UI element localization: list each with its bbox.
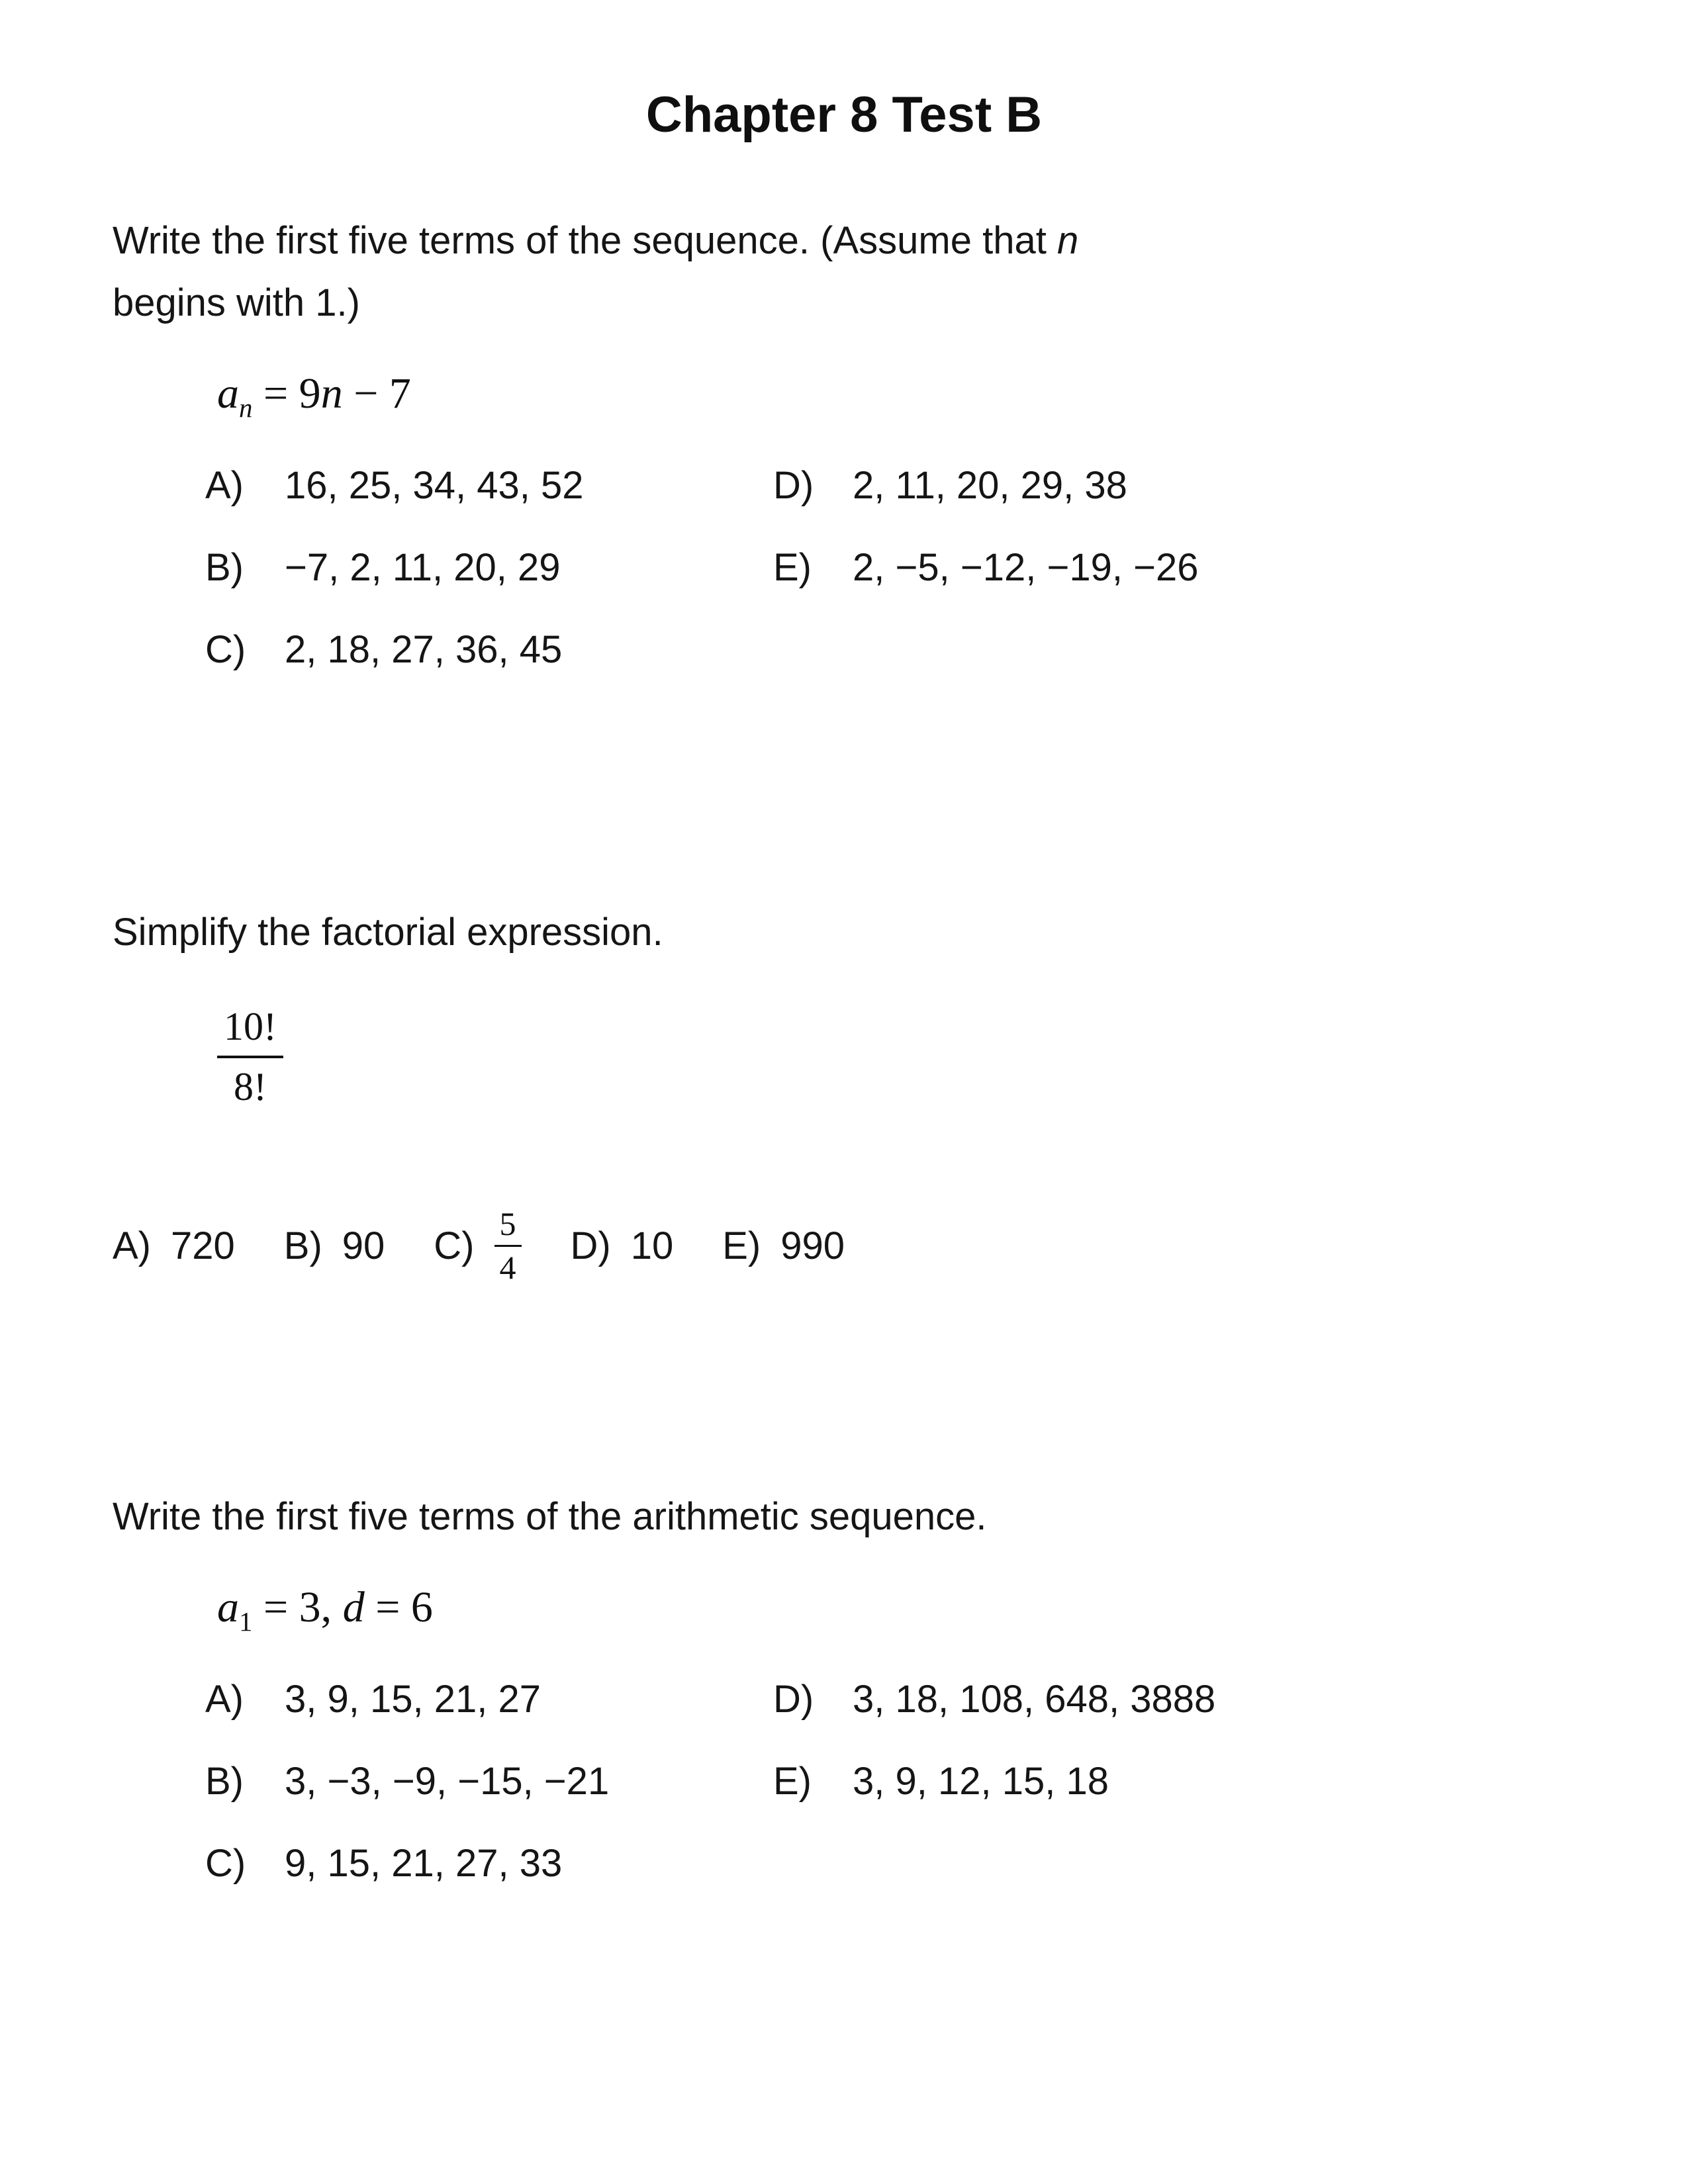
choice-e-text: 3, 9, 12, 15, 18 [853, 1759, 1109, 1803]
choice-c [205, 627, 773, 671]
choice-e-label: E) [773, 1759, 812, 1803]
choice-d-text: 2, 11, 20, 29, 38 [853, 463, 1127, 507]
question-2-expression [217, 1002, 1575, 1112]
choice-b [205, 545, 773, 589]
choice-c [205, 1841, 773, 1885]
choice-d [773, 1677, 1575, 1721]
choice-b-label: B) [205, 1759, 244, 1803]
choice-e [773, 1759, 1575, 1803]
formula-variable-2: d [342, 1582, 365, 1631]
choice-c-fraction [494, 1205, 522, 1287]
choice-c-label: C) [205, 627, 246, 671]
choice-a-label: A) [205, 1677, 244, 1721]
choice-e-text: 2, −5, −12, −19, −26 [853, 545, 1199, 589]
formula-tail: − 7 [342, 369, 411, 418]
question-1-choices-left [205, 463, 773, 713]
formula-variable-2: n [320, 369, 343, 418]
question-1-prompt-variable: n [1056, 219, 1079, 262]
formula-variable: a [217, 369, 239, 418]
choice-b-text: 90 [342, 1224, 385, 1267]
factorial-fraction [217, 1002, 283, 1112]
choice-b-label: B) [283, 1224, 322, 1267]
choice-d-text: 3, 18, 108, 648, 3888 [853, 1677, 1216, 1721]
formula-tail: = 6 [364, 1582, 433, 1631]
formula-equals: = 3, [252, 1582, 343, 1631]
question-2 [113, 901, 1575, 1287]
choice-c-label: C) [205, 1841, 246, 1885]
choice-a-label: A) [113, 1224, 151, 1267]
choice-c-text: 2, 18, 27, 36, 45 [285, 627, 563, 671]
choice-b-text: −7, 2, 11, 20, 29 [285, 545, 561, 589]
formula-subscript: 1 [239, 1607, 253, 1637]
choice-e-label: E) [722, 1224, 761, 1267]
question-1-prompt [113, 210, 1575, 334]
choice-d [571, 1224, 674, 1268]
choice-e-label: E) [773, 545, 812, 589]
formula-variable: a [217, 1582, 239, 1631]
question-1-formula [217, 369, 1575, 424]
question-1-choices [205, 463, 1575, 713]
page-title: Chapter 8 Test B [645, 87, 1043, 143]
choice-a [205, 1677, 773, 1721]
formula-subscript: n [239, 393, 253, 424]
choice-b [205, 1759, 773, 1803]
choice-d-label: D) [773, 463, 814, 507]
question-1-prompt-text: Write the first five terms of the sequence. (Assume that [113, 219, 1047, 262]
choice-d-label: D) [570, 1224, 611, 1267]
choice-c-label: C) [434, 1224, 475, 1267]
choice-d-text: 10 [630, 1224, 674, 1267]
choice-c [434, 1205, 521, 1287]
fraction-numerator: 10! [224, 1004, 277, 1048]
fraction-denominator: 8! [217, 1056, 283, 1112]
choice-b-label: B) [205, 545, 244, 589]
choice-d [773, 463, 1575, 507]
question-3-prompt: Write the first five terms of the arithmetic sequence. [113, 1494, 987, 1538]
choice-e-text: 990 [780, 1224, 845, 1267]
question-3 [113, 1486, 1575, 1927]
choice-d-label: D) [773, 1677, 814, 1721]
choice-b [284, 1224, 385, 1268]
choice-e [722, 1224, 845, 1268]
choice-a-text: 720 [171, 1224, 235, 1267]
choice-a [113, 1224, 235, 1268]
choice-a-text: 3, 9, 15, 21, 27 [285, 1677, 541, 1721]
choice-a-text: 16, 25, 34, 43, 52 [285, 463, 584, 507]
formula-equals: = 9 [252, 369, 321, 418]
choice-c-fraction-denominator: 4 [494, 1245, 522, 1287]
question-1-choices-right [773, 463, 1575, 713]
question-1 [113, 210, 1575, 713]
choice-c-fraction-numerator: 5 [499, 1205, 516, 1242]
question-2-choices [113, 1205, 1575, 1287]
choice-c-text: 9, 15, 21, 27, 33 [285, 1841, 563, 1885]
question-3-choices [205, 1677, 1575, 1927]
choice-a [205, 463, 773, 507]
choice-a-label: A) [205, 463, 244, 507]
question-1-prompt-line2: begins with 1.) [113, 281, 360, 324]
question-3-formula [217, 1582, 1575, 1637]
question-3-choices-left [205, 1677, 773, 1927]
question-2-prompt: Simplify the factorial expression. [113, 910, 663, 954]
choice-e [773, 545, 1575, 589]
question-3-choices-right [773, 1677, 1575, 1927]
choice-b-text: 3, −3, −9, −15, −21 [285, 1759, 610, 1803]
